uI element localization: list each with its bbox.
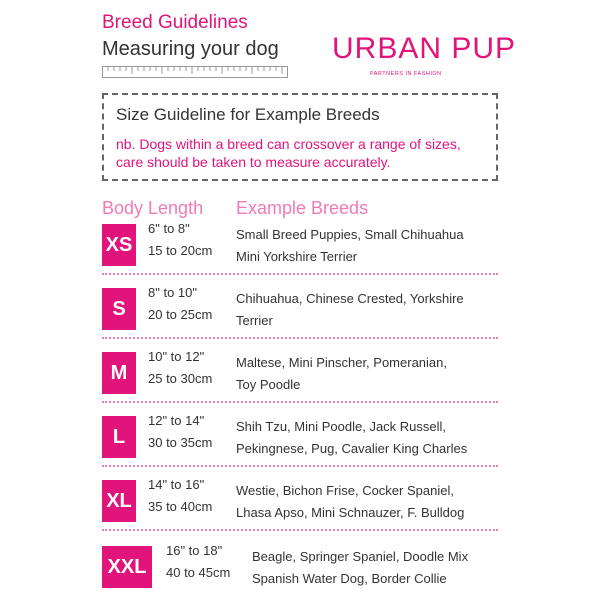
example-breeds <box>236 288 506 332</box>
breeds-line-1: Shih Tzu, Mini Poodle, Jack Russell, <box>236 419 447 434</box>
body-length-inches: 8" to 10" <box>148 285 197 300</box>
body-length-cm: 25 to 30cm <box>148 371 213 386</box>
size-row-xxl <box>102 543 498 606</box>
body-length-inches: 10" to 12" <box>148 349 205 364</box>
size-badge: XL <box>102 480 136 522</box>
body-length-cm: 15 to 20cm <box>148 243 213 258</box>
breeds-line-1: Maltese, Mini Pinscher, Pomeranian, <box>236 355 447 370</box>
breeds-line-2: Terrier <box>236 313 273 328</box>
size-badge: S <box>102 288 136 330</box>
size-badge: XS <box>102 224 136 266</box>
breeds-line-2: Pekingnese, Pug, Cavalier King Charles <box>236 441 468 456</box>
guideline-note: nb. Dogs within a breed can crossover a range of sizes, care should be taken to measure accurately. <box>116 136 461 170</box>
example-breeds <box>252 546 522 590</box>
brand-tagline: PARTNERS IN FASHION <box>370 71 442 77</box>
size-row-s <box>102 285 498 348</box>
column-header-example-breeds: Example Breeds <box>236 198 369 218</box>
size-badge: M <box>102 352 136 394</box>
header-subtitle: Measuring your dog <box>102 38 279 60</box>
breeds-line-1: Chihuahua, Chinese Crested, Yorkshire <box>236 291 464 306</box>
body-length-inches: 14" to 16" <box>148 477 205 492</box>
ruler-icon <box>102 66 288 78</box>
breeds-line-1: Westie, Bichon Frise, Cocker Spaniel, <box>236 483 454 498</box>
row-divider <box>102 465 498 467</box>
example-breeds <box>236 416 506 460</box>
example-breeds <box>236 352 506 396</box>
row-divider <box>102 401 498 403</box>
size-row-xl <box>102 477 498 540</box>
body-length-cm: 20 to 25cm <box>148 307 213 322</box>
size-badge: XXL <box>102 546 152 588</box>
guideline-title: Size Guideline for Example Breeds <box>116 105 380 124</box>
body-length-inches: 12" to 14" <box>148 413 205 428</box>
row-divider <box>102 529 498 531</box>
breeds-line-1: Beagle, Springer Spaniel, Doodle Mix <box>252 549 469 564</box>
row-divider <box>102 273 498 275</box>
body-length-cm: 40 to 45cm <box>166 565 231 580</box>
breeds-line-2: Toy Poodle <box>236 377 301 392</box>
size-row-l <box>102 413 498 476</box>
breeds-line-2: Lhasa Apso, Mini Schnauzer, F. Bulldog <box>236 505 465 520</box>
body-length-cm: 35 to 40cm <box>148 499 213 514</box>
example-breeds <box>236 480 506 524</box>
header-title: Breed Guidelines <box>102 12 248 33</box>
column-header-body-length: Body Length <box>102 198 204 218</box>
breeds-line-1: Small Breed Puppies, Small Chihuahua <box>236 227 464 242</box>
body-length-inches: 6" to 8" <box>148 221 190 236</box>
size-badge: L <box>102 416 136 458</box>
body-length-cm: 30 to 35cm <box>148 435 213 450</box>
size-row-xs <box>102 221 498 284</box>
body-length-inches: 16" to 18" <box>166 543 223 558</box>
size-row-m <box>102 349 498 412</box>
size-guideline-box <box>102 93 498 181</box>
breeds-line-2: Mini Yorkshire Terrier <box>236 249 358 264</box>
breeds-line-2: Spanish Water Dog, Border Collie <box>252 571 447 586</box>
brand-logo: URBAN PUP <box>332 32 517 65</box>
row-divider <box>102 337 498 339</box>
example-breeds <box>236 224 506 268</box>
